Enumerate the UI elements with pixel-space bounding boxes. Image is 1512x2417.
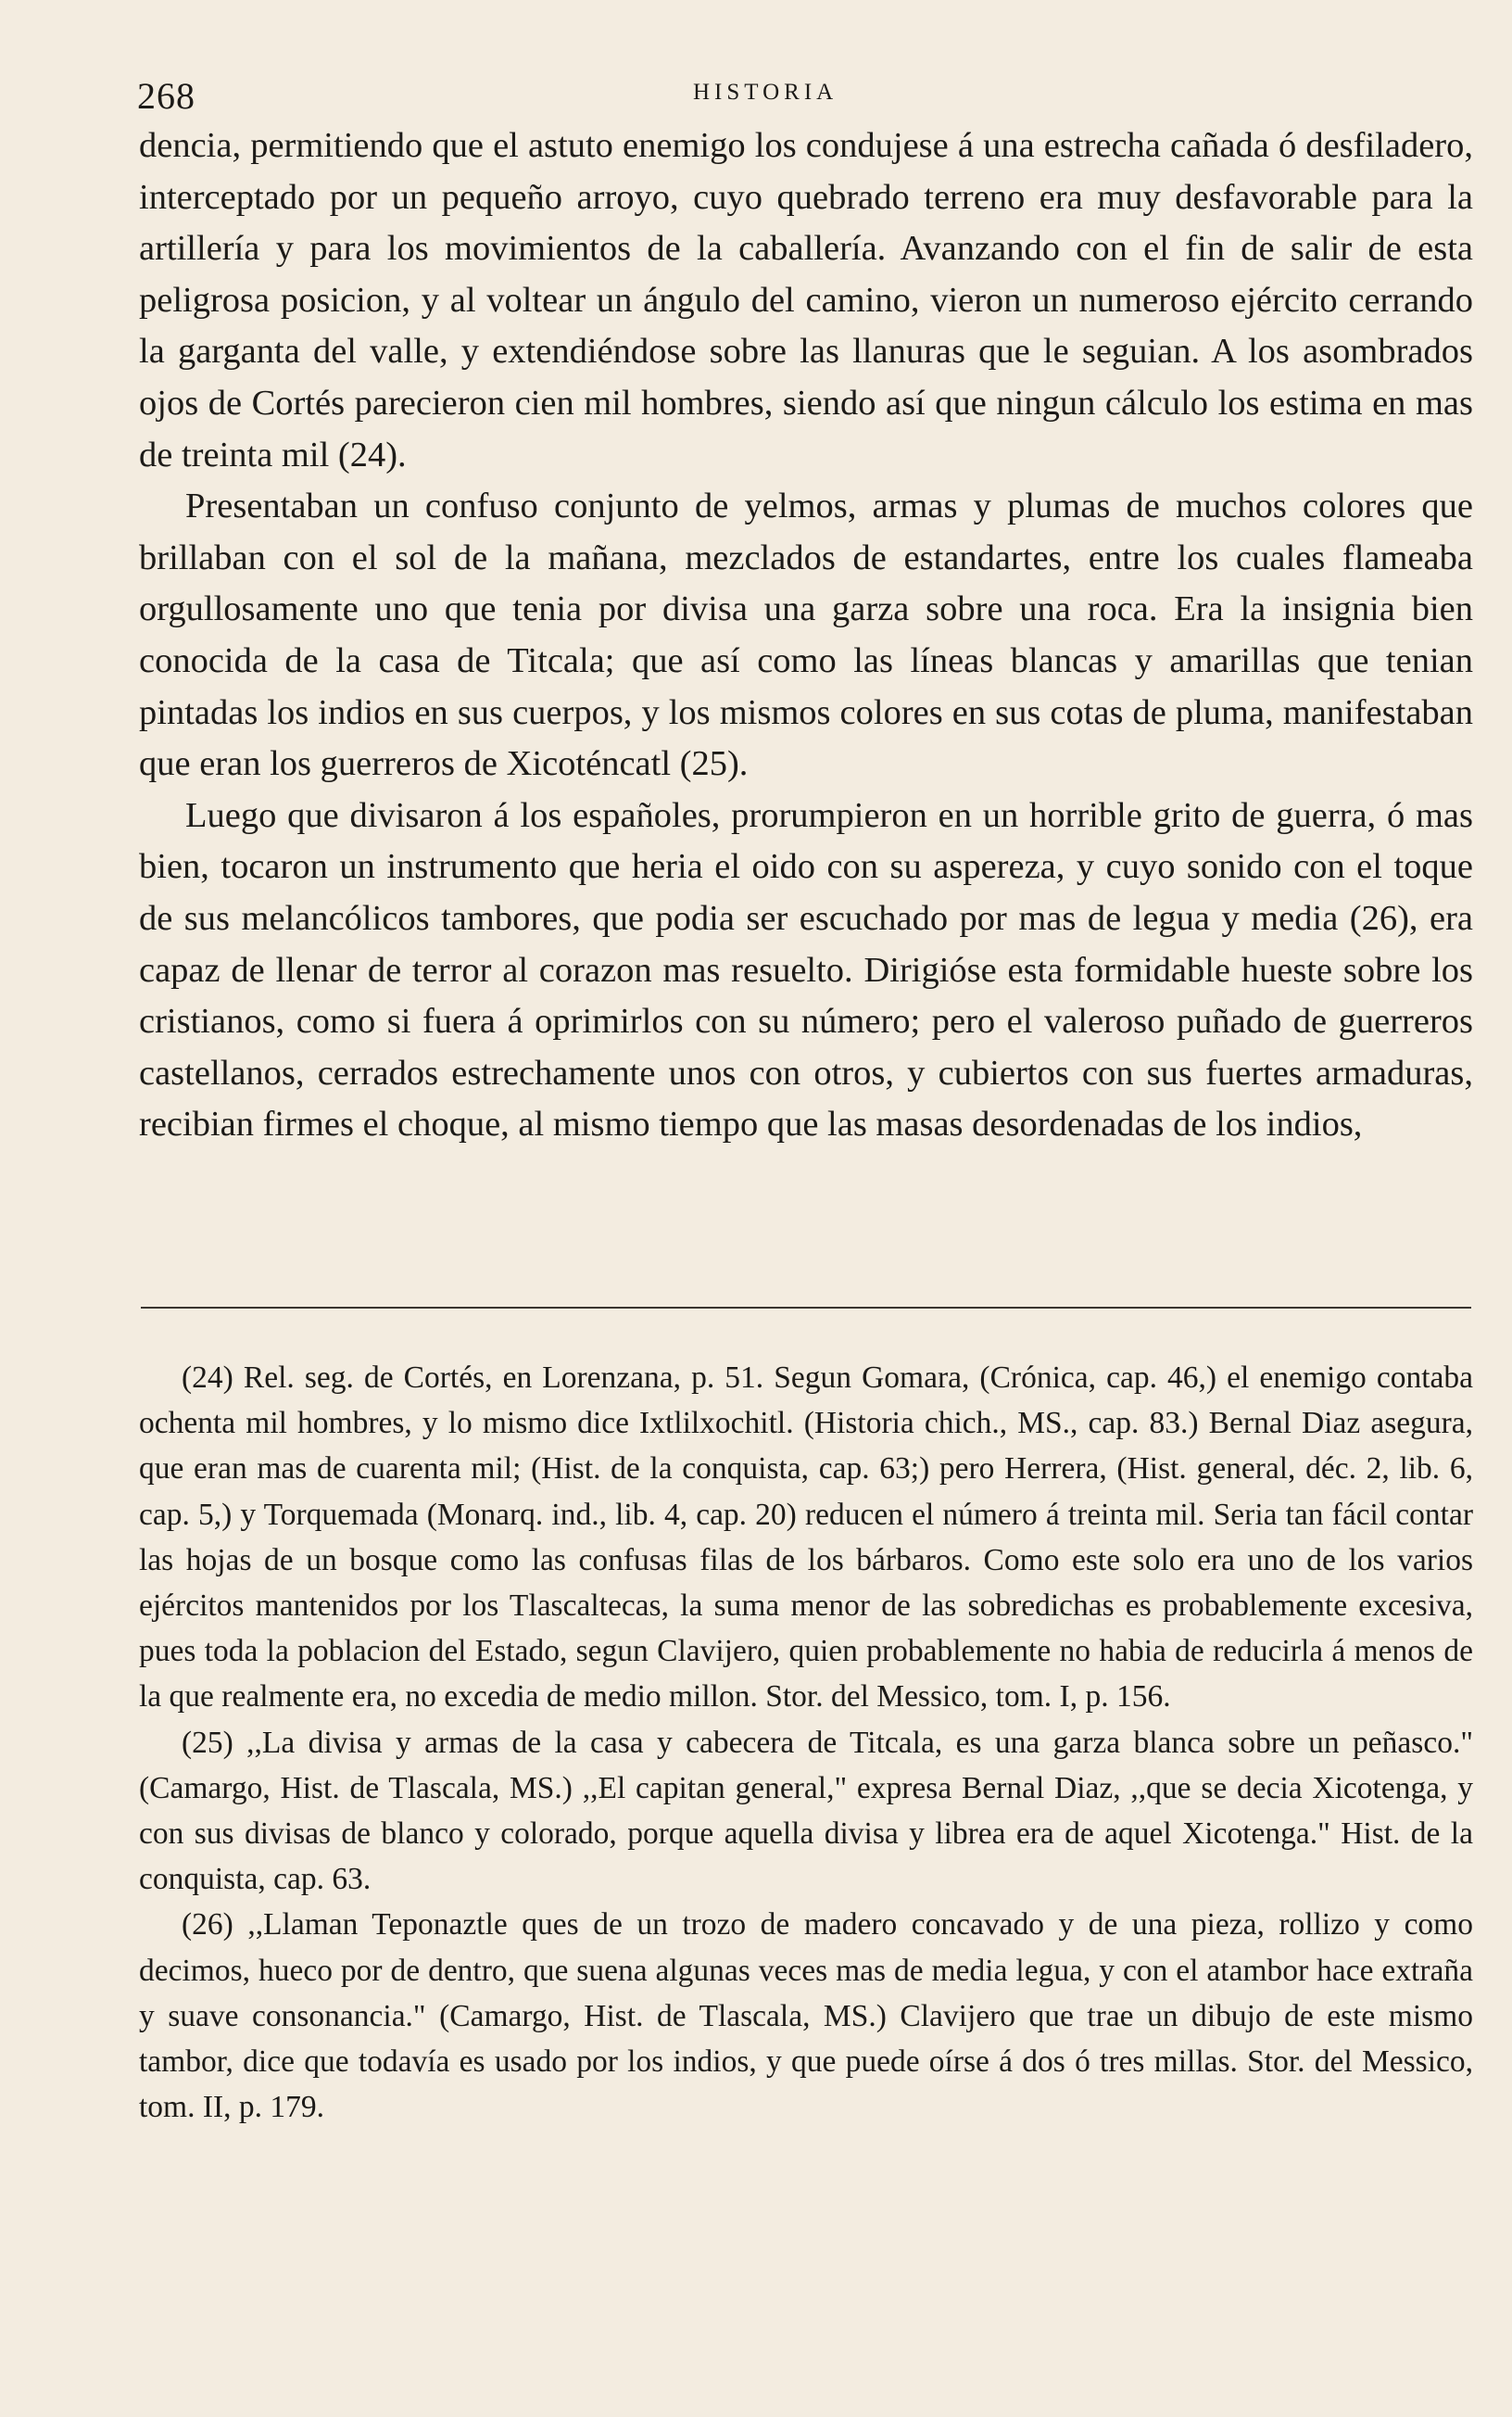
- page-number: 268: [137, 75, 195, 117]
- footnote-divider: [141, 1307, 1471, 1309]
- page-header: [137, 67, 1471, 122]
- running-title: HISTORIA: [693, 80, 838, 105]
- main-text: [139, 120, 1473, 1151]
- footnote-25: (25) ,,La divisa y armas de la casa y cabecera de Titcala, es una garza blanca sobre un peñasco." (Camargo, Hist. de Tlascala, MS.) ,,El capitan general," expresa Bernal Diaz, ,,que se decia Xicotenga, y con sus divisas de blanco y colorado, porque aquella divisa y librea era de aquel Xicotenga." Hist. de la conquista, cap. 63.: [139, 1725, 1473, 1897]
- paragraph-continuation: dencia, permitiendo que el astuto enemigo los condujese á una estrecha cañada ó desfiladero, interceptado por un pequeño arroyo, cuyo quebrado terreno era muy desfavorable para la artillería y para los movimientos de la caballería. Avanzando con el fin de salir de esta peligrosa posicion, y al voltear un ángulo del camino, vieron un numeroso ejército cerrando la garganta del valle, y extendiéndose sobre las llanuras que le seguian. A los asombrados ojos de Cortés parecieron cien mil hombres, siendo así que ningun cálculo los estima en mas de treinta mil (24).: [139, 126, 1473, 475]
- footnote-26: (26) ,,Llaman Teponaztle ques de un trozo de madero concavado y de una pieza, rollizo y como decimos, hueco por de dentro, que suena algunas veces mas de media legua, y con el atambor hace extraña y suave consonancia." (Camargo, Hist. de Tlascala, MS.) Clavijero que trae un dibujo de este mismo tambor, dice que todavía es usado por los indios, y que puede oírse á dos ó tres millas. Stor. del Messico, tom. II, p. 179.: [139, 1907, 1473, 2125]
- paragraph: Luego que divisaron á los españoles, prorumpieron en un horrible grito de guerra, ó mas bien, tocaron un instrumento que heria el oido con su aspereza, y cuyo sonido con el toque de sus melancólicos tambores, que podia ser escuchado por mas de legua y media (26), era capaz de llenar de terror al corazon mas resuelto. Dirigióse esta formidable hueste sobre los cristianos, como si fuera á oprimirlos con su número; pero el valeroso puñado de guerreros castellanos, cerrados estrechamente unos con otros, y cubiertos con sus fuertes armaduras, recibian firmes el choque, al mismo tiempo que las masas desordenadas de los indios,: [139, 795, 1473, 1145]
- paragraph: Presentaban un confuso conjunto de yelmos, armas y plumas de muchos colores que brillaban con el sol de la mañana, mezclados de estandartes, entre los cuales flameaba orgullosamente uno que tenia por divisa una garza sobre una roca. Era la insignia bien conocida de la casa de Titcala; que así como las líneas blancas y amarillas que tenian pintadas los indios en sus cuerpos, y los mismos colores en sus cotas de pluma, manifestaban que eran los guerreros de Xicoténcatl (25).: [139, 487, 1473, 784]
- footnote-24: (24) Rel. seg. de Cortés, en Lorenzana, p. 51. Segun Gomara, (Crónica, cap. 46,) el enemigo contaba ochenta mil hombres, y lo mismo dice Ixtlilxochitl. (Historia chich., MS., cap. 83.) Bernal Diaz asegura, que eran mas de cuarenta mil; (Hist. de la conquista, cap. 63;) pero Herrera, (Hist. general, déc. 2, lib. 6, cap. 5,) y Torquemada (Monarq. ind., lib. 4, cap. 20) reducen el número á treinta mil. Seria tan fácil contar las hojas de un bosque como las confusas filas de los bárbaros. Como este solo era uno de los varios ejércitos mantenidos por los Tlascaltecas, la suma menor de las sobredichas es probablemente excesiva, pues toda la poblacion del Estado, segun Clavijero, quien probablemente no habia de reducirla á menos de la que realmente era, no excedia de medio millon. Stor. del Messico, tom. I, p. 156.: [139, 1360, 1473, 1715]
- footnotes: [139, 1355, 1473, 2130]
